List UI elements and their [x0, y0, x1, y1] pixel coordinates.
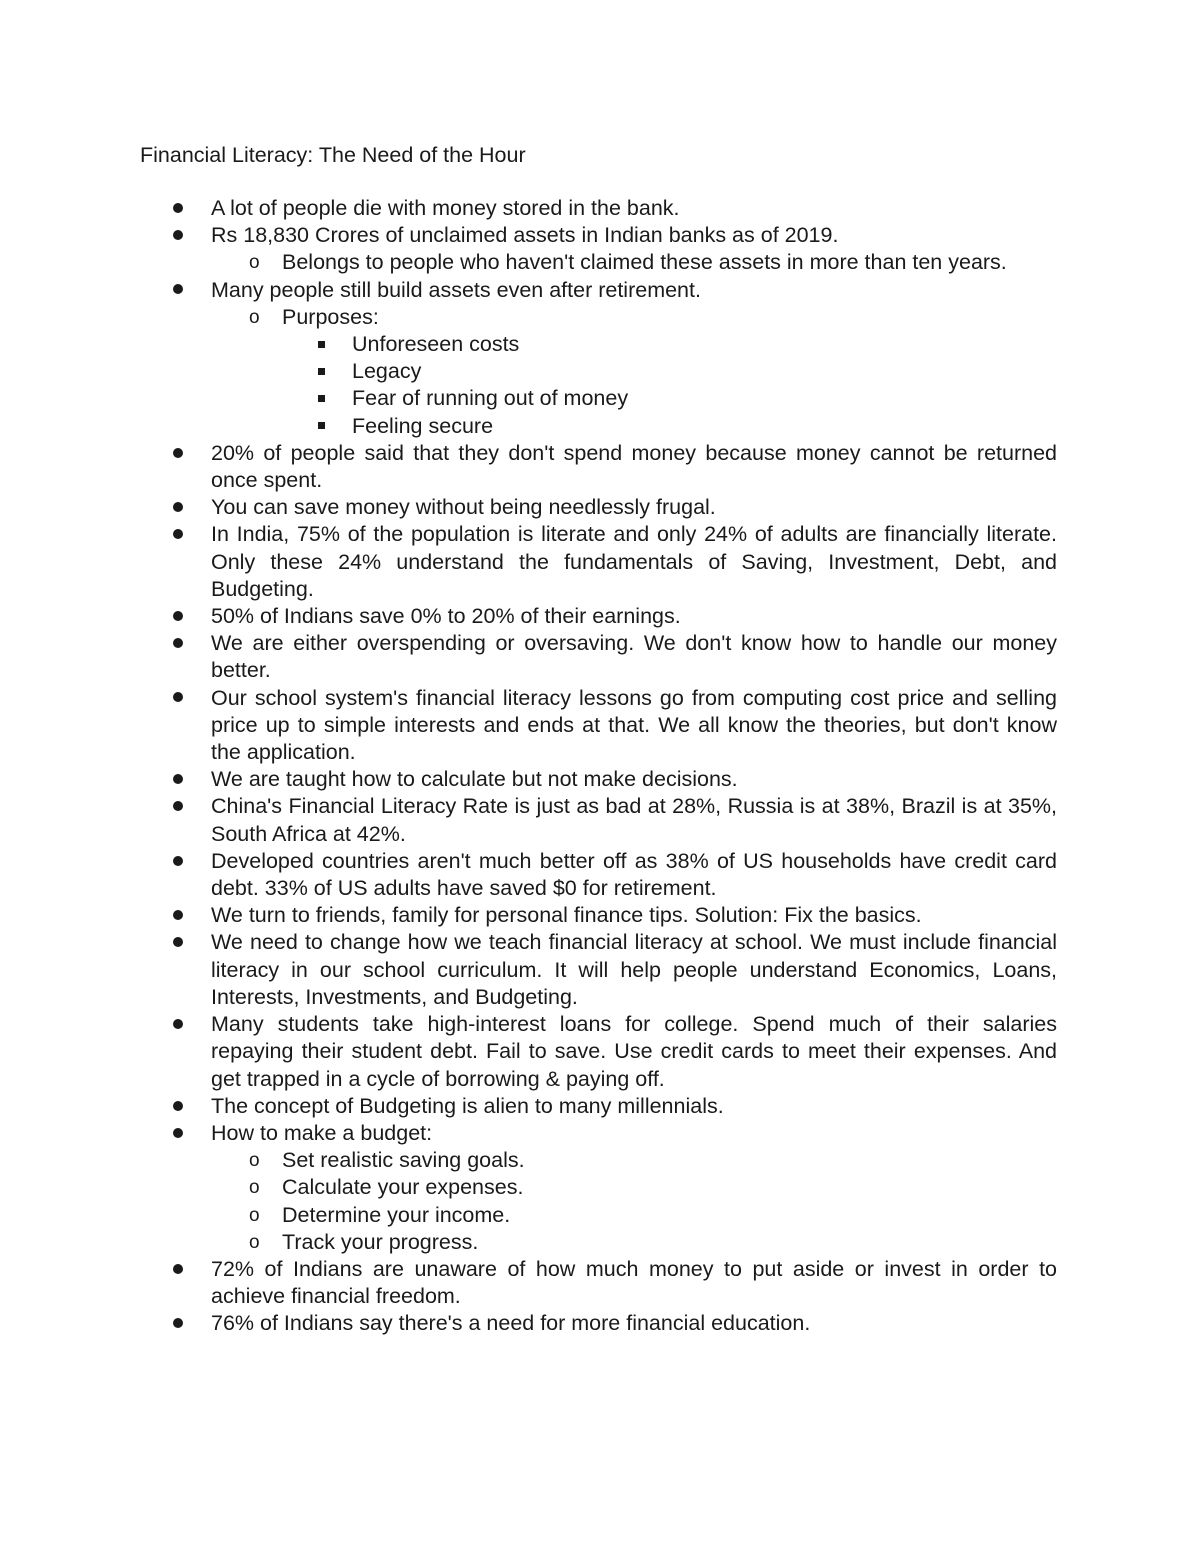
- list-item: [140, 1229, 1057, 1256]
- list-item: [140, 603, 1057, 630]
- list-item-text: Unforeseen costs: [352, 332, 520, 357]
- list-item-text: 20% of people said that they don't spend money because money cannot be returned once spent.: [211, 440, 1057, 493]
- list-item: [140, 1093, 1057, 1120]
- list-item-text: Rs 18,830 Crores of unclaimed assets in Indian banks as of 2019.: [211, 223, 839, 248]
- list-item: [140, 385, 1057, 412]
- list-item: [140, 1174, 1057, 1201]
- list-item: [140, 358, 1057, 385]
- bullet-square-icon: [318, 331, 325, 358]
- list-item: [140, 494, 1057, 521]
- list-item-text: We are taught how to calculate but not make decisions.: [211, 767, 738, 792]
- bullet-disc-icon: [173, 277, 183, 304]
- bullet-disc-icon: [173, 440, 183, 467]
- list-item: [140, 630, 1057, 684]
- list-item-text: Belongs to people who haven't claimed these assets in more than ten years.: [282, 250, 1007, 275]
- bullet-disc-icon: [173, 766, 183, 793]
- list-item-text: Feeling secure: [352, 413, 494, 438]
- bullet-disc-icon: [173, 195, 183, 222]
- list-item: [140, 793, 1057, 847]
- bullet-disc-icon: [173, 630, 183, 657]
- bullet-circle-icon: o: [249, 1231, 260, 1253]
- bullet-disc-icon: [173, 494, 183, 521]
- list-item-text: Determine your income.: [282, 1202, 511, 1227]
- list-item: [140, 685, 1057, 767]
- bullet-disc-icon: [173, 685, 183, 712]
- list-item-text: Many people still build assets even after retirement.: [211, 277, 701, 302]
- list-item: [140, 440, 1057, 494]
- list-item: [140, 1310, 1057, 1337]
- document-page: [140, 140, 1057, 1338]
- list-item: [140, 277, 1057, 304]
- list-item: [140, 1202, 1057, 1229]
- list-item-text: Developed countries aren't much better off as 38% of US households have credit card debt. 33% of US adults have saved $0 for retirement.: [211, 848, 1057, 901]
- list-item-text: Legacy: [352, 359, 422, 384]
- bullet-circle-icon: o: [249, 252, 260, 274]
- bullet-disc-icon: [173, 902, 183, 929]
- list-item: [140, 1011, 1057, 1093]
- list-item-text: 50% of Indians save 0% to 20% of their earnings.: [211, 604, 681, 629]
- bullet-disc-icon: [173, 1011, 183, 1038]
- list-item: [140, 902, 1057, 929]
- bullet-disc-icon: [173, 222, 183, 249]
- bullet-disc-icon: [173, 793, 183, 820]
- list-item-text: The concept of Budgeting is alien to many millennials.: [211, 1093, 724, 1118]
- list-item-text: Our school system's financial literacy lessons go from computing cost price and selling price up to simple interests and ends at that. We all know the theories, but don't know the application.: [211, 685, 1057, 765]
- list-item-text: We turn to friends, family for personal finance tips. Solution: Fix the basics.: [211, 903, 922, 928]
- list-item: [140, 1256, 1057, 1310]
- list-item-text: You can save money without being needlessly frugal.: [211, 495, 716, 520]
- list-item: [140, 766, 1057, 793]
- list-item: [140, 521, 1057, 603]
- bullet-disc-icon: [173, 848, 183, 875]
- bullet-disc-icon: [173, 603, 183, 630]
- bullet-circle-icon: o: [249, 1177, 260, 1199]
- list-item-text: Many students take high-interest loans for college. Spend much of their salaries repaying their student debt. Fail to save. Use credit cards to meet their expenses. And get trapped in a cycle of borrowing & paying off.: [211, 1012, 1057, 1091]
- bullet-square-icon: [318, 358, 325, 385]
- list-item-text: China's Financial Literacy Rate is just as bad at 28%, Russia is at 38%, Brazil is at 35%, South Africa at 42%.: [211, 794, 1057, 846]
- list-item: [140, 848, 1057, 902]
- list-item: [140, 1147, 1057, 1174]
- list-item-text: Fear of running out of money: [352, 386, 629, 411]
- list-item: [140, 222, 1057, 249]
- bullet-circle-icon: o: [249, 1150, 260, 1172]
- bullet-disc-icon: [173, 521, 183, 548]
- list-item-text: Track your progress.: [282, 1229, 479, 1254]
- list-item-text: A lot of people die with money stored in the bank.: [211, 196, 680, 220]
- document-title: Financial Literacy: The Need of the Hour: [140, 143, 526, 167]
- list-item-text: We need to change how we teach financial literacy at school. We must include financial literacy in our school curriculum. It will help people understand Economics, Loans, Interests, Investments, and Budgeting.: [211, 930, 1057, 1009]
- list-item-text: How to make a budget:: [211, 1120, 433, 1145]
- list-item: [140, 929, 1057, 1011]
- bullet-disc-icon: [173, 1120, 183, 1147]
- list-item-text: Purposes:: [282, 304, 379, 329]
- list-item: [140, 249, 1057, 276]
- list-item: [140, 195, 1057, 222]
- list-item-text: Set realistic saving goals.: [282, 1148, 525, 1173]
- bullet-disc-icon: [173, 929, 183, 956]
- list-item: [140, 413, 1057, 440]
- list-item-text: 72% of Indians are unaware of how much money to put aside or invest in order to achieve financial freedom.: [211, 1256, 1057, 1309]
- list-item: [140, 1120, 1057, 1147]
- bullet-list: [140, 195, 1057, 1338]
- list-item-text: Calculate your expenses.: [282, 1175, 524, 1200]
- bullet-square-icon: [318, 413, 325, 440]
- bullet-disc-icon: [173, 1310, 183, 1337]
- list-item-text: We are either overspending or oversaving. We don't know how to handle our money better.: [211, 631, 1057, 683]
- bullet-disc-icon: [173, 1093, 183, 1120]
- list-item: [140, 331, 1057, 358]
- bullet-circle-icon: o: [249, 1204, 260, 1226]
- list-item-text: 76% of Indians say there's a need for more financial education.: [211, 1311, 811, 1336]
- list-item: [140, 304, 1057, 331]
- bullet-disc-icon: [173, 1256, 183, 1283]
- bullet-circle-icon: o: [249, 306, 260, 328]
- list-item-text: In India, 75% of the population is literate and only 24% of adults are financially literate. Only these 24% understand the fundamentals of Saving, Investment, Debt, and Budgeting.: [211, 522, 1057, 601]
- bullet-square-icon: [318, 385, 325, 412]
